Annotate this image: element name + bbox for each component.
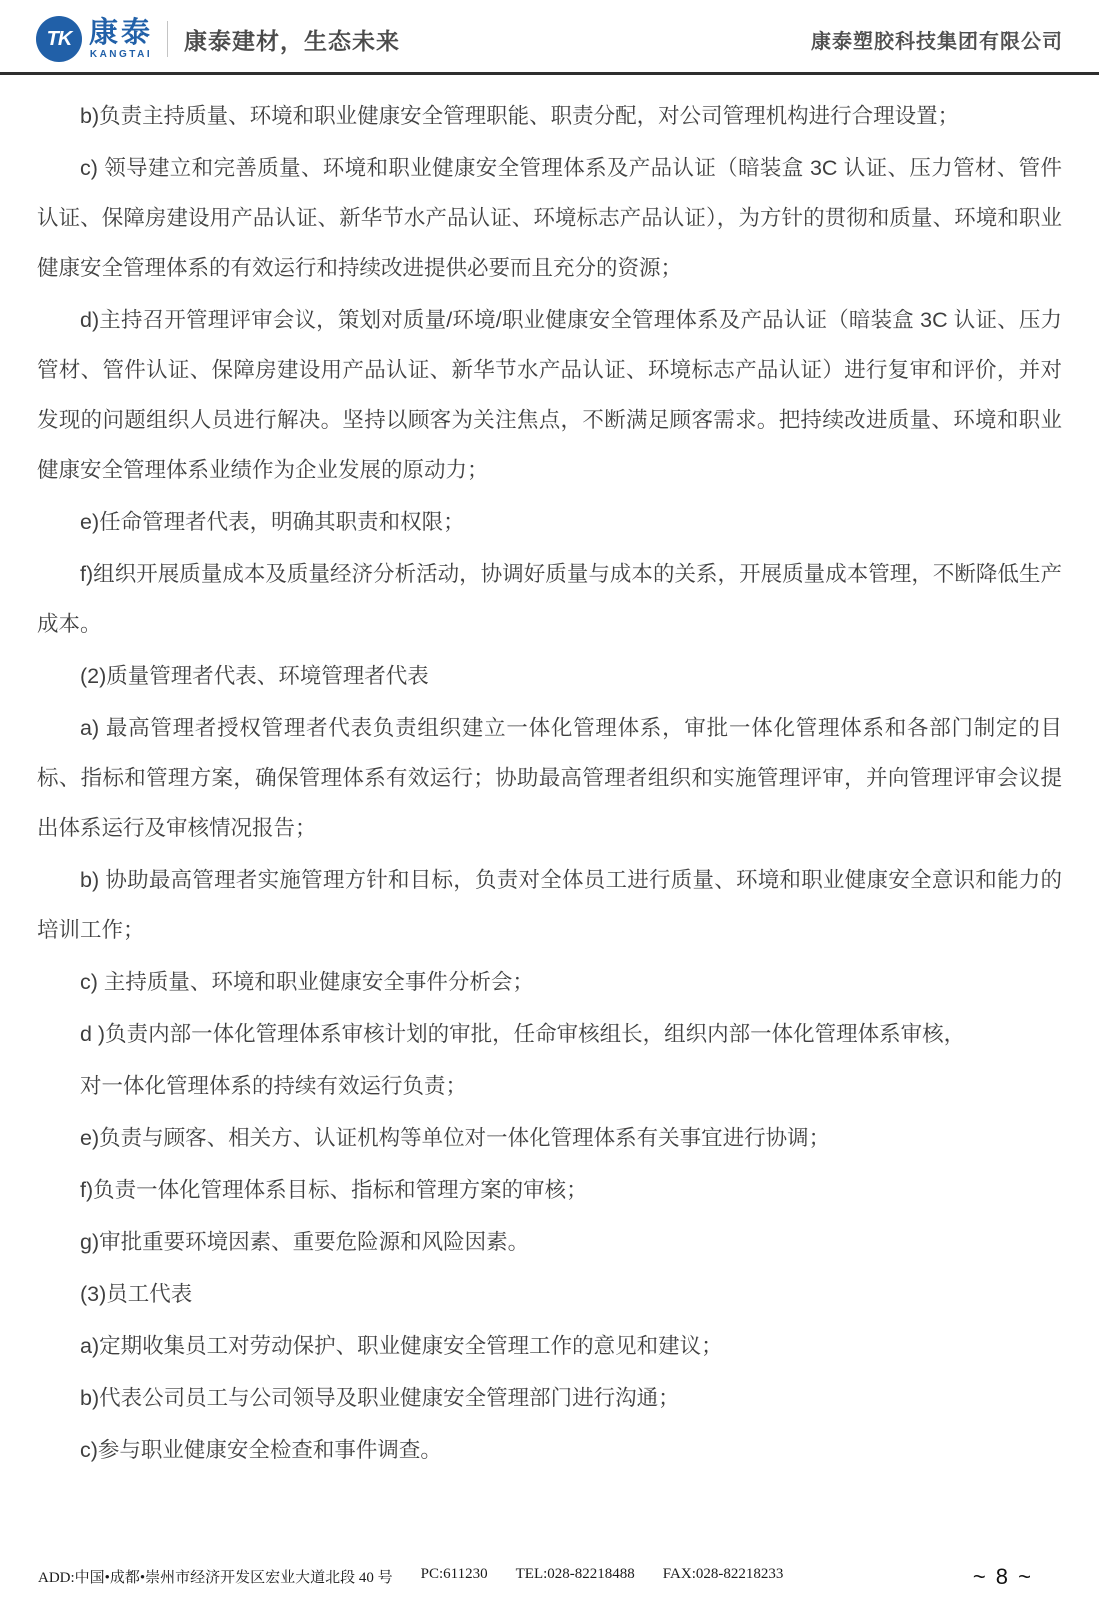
- footer-postal-code: PC:611230: [420, 1566, 488, 1582]
- paragraph-f1: f)组织开展质量成本及质量经济分析活动，协调好质量与成本的关系，开展质量成本管理，不断降低生产成本。: [37, 562, 1062, 636]
- logo-wordmark: [89, 18, 153, 60]
- paragraph-b1: b)负责主持质量、环境和职业健康安全管理职能、职责分配，对公司管理机构进行合理设置；: [80, 104, 960, 128]
- section-heading-2: (2)质量管理者代表、环境管理者代表: [80, 664, 429, 688]
- paragraph-d2: d )负责内部一体化管理体系审核计划的审批，任命审核组长，组织内部一体化管理体系审核，: [80, 1022, 966, 1046]
- footer-tel: TEL:028-82218488: [515, 1566, 635, 1582]
- company-logo: [36, 16, 153, 62]
- document-body: [0, 75, 1099, 1475]
- page-header: [0, 0, 1099, 75]
- paragraph-c2: c) 主持质量、环境和职业健康安全事件分析会；: [80, 970, 534, 994]
- paragraph-b2: b) 协助最高管理者实施管理方针和目标，负责对全体员工进行质量、环境和职业健康安全意识和能力的培训工作；: [37, 868, 1062, 942]
- company-tagline: 康泰建材，生态未来: [184, 27, 401, 54]
- footer-address: ADD:中国•成都•崇州市经济开发区宏业大道北段 40 号: [38, 1570, 393, 1586]
- paragraph-c3: c)参与职业健康安全检查和事件调查。: [80, 1438, 442, 1462]
- paragraph-g2: g)审批重要环境因素、重要危险源和风险因素。: [80, 1230, 530, 1254]
- paragraph-d1: d)主持召开管理评审会议，策划对质量/环境/职业健康安全管理体系及产品认证（暗装盒 3C 认证、压力管材、管件认证、保障房建设用产品认证、新华节水产品认证、环境标志产品认证）进行复审和评价，并对发现的问题组织人员进行解决。坚持以顾客为关注焦点，不断满足顾客需求。把持续改进质量、环境和职业健康安全管理体系业绩作为企业发展的原动力；: [37, 308, 1062, 482]
- page-footer: [0, 1564, 1099, 1590]
- footer-contact-info: [38, 1566, 783, 1590]
- paragraph-b3: b)代表公司员工与公司领导及职业健康安全管理部门进行沟通；: [80, 1386, 680, 1410]
- paragraph-e1: e)任命管理者代表，明确其职责和权限；: [80, 510, 465, 534]
- paragraph-a2: a) 最高管理者授权管理者代表负责组织建立一体化管理体系，审批一体化管理体系和各部门制定的目标、指标和管理方案，确保管理体系有效运行；协助最高管理者组织和实施管理评审，并向管理评审会议提出体系运行及审核情况报告；: [37, 716, 1062, 840]
- footer-fax: FAX:028-82218233: [662, 1566, 784, 1582]
- section-heading-3: (3)员工代表: [80, 1282, 193, 1306]
- logo-monogram: TK: [46, 27, 72, 50]
- logo-brand-cn: 康泰: [89, 17, 154, 49]
- header-divider: [167, 21, 168, 57]
- paragraph-a3: a)定期收集员工对劳动保护、职业健康安全管理工作的意见和建议；: [80, 1334, 723, 1358]
- paragraph-c1: c) 领导建立和完善质量、环境和职业健康安全管理体系及产品认证（暗装盒 3C 认证、压力管材、管件认证、保障房建设用产品认证、新华节水产品认证、环境标志产品认证），为方针的贯彻和质量、环境和职业健康安全管理体系的有效运行和持续改进提供必要而且充分的资源；: [37, 156, 1062, 280]
- paragraph-e2: e)负责与顾客、相关方、认证机构等单位对一体化管理体系有关事宜进行协调；: [80, 1126, 831, 1150]
- logo-brand-en: KANGTAI: [89, 49, 153, 60]
- company-name: 康泰塑胶科技集团有限公司: [811, 30, 1063, 53]
- logo-tk-icon: [36, 16, 82, 62]
- page-number: ~ 8 ~: [972, 1564, 1033, 1589]
- paragraph-f2: f)负责一体化管理体系目标、指标和管理方案的审核；: [80, 1178, 588, 1202]
- paragraph-d2-continued: 对一体化管理体系的持续有效运行负责；: [80, 1074, 468, 1098]
